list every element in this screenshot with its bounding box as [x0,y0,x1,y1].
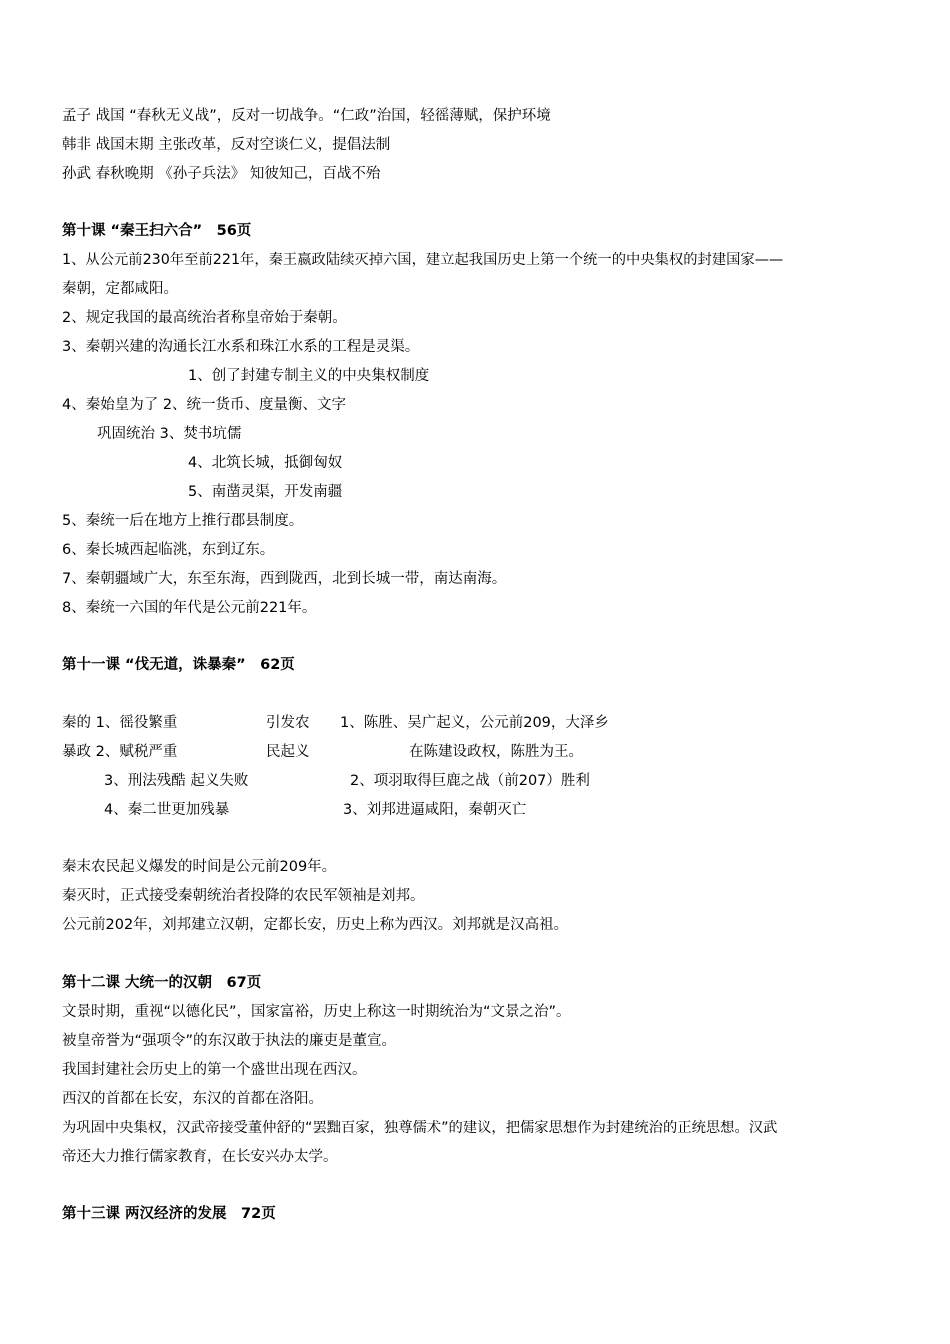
lesson13-heading: 第十三课 两汉经济的发展 72页 [62,1206,276,1222]
lesson12-point5: 为巩固中央集权，汉武帝接受董仲舒的“罢黜百家，独尊儒术”的建议，把儒家思想作为封建统治的正统思想。汉武 [62,1120,778,1136]
lesson11-heading: 第十一课 “伐无道，诛暴秦” 62页 [62,657,295,673]
lesson10-point5: 5、秦统一后在地方上推行郡县制度。 [62,513,304,529]
lesson11-cause1: 秦的 1、徭役繁重 [62,715,178,731]
lesson11-event3: 3、刘邦进逼咸阳，秦朝灭亡 [343,802,527,818]
lesson11-result-label1: 引发农 [266,715,310,731]
lesson10-point4: 4、秦始皇为了 2、统一货币、度量衡、文字 [62,397,347,413]
lesson10-point6: 6、秦长城西起临洮，东到辽东。 [62,542,275,558]
lesson11-cause3: 3、刑法残酷 起义失败 [104,773,249,789]
lesson10-measure4: 4、北筑长城，抵御匈奴 [188,455,343,471]
lesson11-note3: 公元前202年，刘邦建立汉朝，定都长安，历史上称为西汉。刘邦就是汉高祖。 [62,917,569,933]
lesson12-point3: 我国封建社会历史上的第一个盛世出现在西汉。 [62,1062,367,1078]
lesson10-measure5: 5、南凿灵渠，开发南疆 [188,484,343,500]
lesson10-point1: 1、从公元前230年至前221年，秦王嬴政陆续灭掉六国，建立起我国历史上第一个统一的中央集权的封建国家—— [62,252,784,268]
intro-line-mengzi: 孟子 战国 “春秋无义战”，反对一切战争。“仁政”治国，轻徭薄赋，保护环境 [62,108,551,124]
lesson10-point3: 3、秦朝兴建的沟通长江水系和珠江水系的工程是灵渠。 [62,339,420,355]
lesson12-heading: 第十二课 大统一的汉朝 67页 [62,975,262,991]
lesson10-point1-cont: 秦朝，定都咸阳。 [62,281,178,297]
lesson12-point2: 被皇帝誉为“强项令”的东汉敢于执法的廉吏是董宣。 [62,1033,397,1049]
lesson10-measure3: 巩固统治 3、焚书坑儒 [97,426,242,442]
intro-line-hanfei: 韩非 战国末期 主张改革，反对空谈仁义，提倡法制 [62,137,391,153]
lesson11-cause2: 暴政 2、赋税严重 [62,744,178,760]
lesson12-point1: 文景时期，重视“以德化民”，国家富裕，历史上称这一时期统治为“文景之治”。 [62,1004,571,1020]
lesson12-point5-cont: 帝还大力推行儒家教育，在长安兴办太学。 [62,1149,338,1165]
lesson10-measure1: 1、创了封建专制主义的中央集权制度 [188,368,430,384]
lesson10-point8: 8、秦统一六国的年代是公元前221年。 [62,600,317,616]
lesson11-event1: 1、陈胜、吴广起义，公元前209，大泽乡 [340,715,609,731]
lesson10-point7: 7、秦朝疆域广大，东至东海，西到陇西，北到长城一带，南达南海。 [62,571,507,587]
lesson11-note2: 秦灭时，正式接受秦朝统治者投降的农民军领袖是刘邦。 [62,888,425,904]
lesson10-point2: 2、规定我国的最高统治者称皇帝始于秦朝。 [62,310,347,326]
lesson10-heading: 第十课 “秦王扫六合” 56页 [62,223,252,239]
lesson11-cause4: 4、秦二世更加残暴 [104,802,230,818]
lesson11-event1-cont: 在陈建设政权，陈胜为王。 [409,744,583,760]
lesson12-point4: 西汉的首都在长安，东汉的首都在洛阳。 [62,1091,323,1107]
lesson11-note1: 秦末农民起义爆发的时间是公元前209年。 [62,859,337,875]
lesson11-result-label2: 民起义 [266,744,310,760]
intro-line-sunwu: 孙武 春秋晚期 《孙子兵法》 知彼知己，百战不殆 [62,166,381,182]
lesson11-event2: 2、项羽取得巨鹿之战（前207）胜利 [350,773,590,789]
